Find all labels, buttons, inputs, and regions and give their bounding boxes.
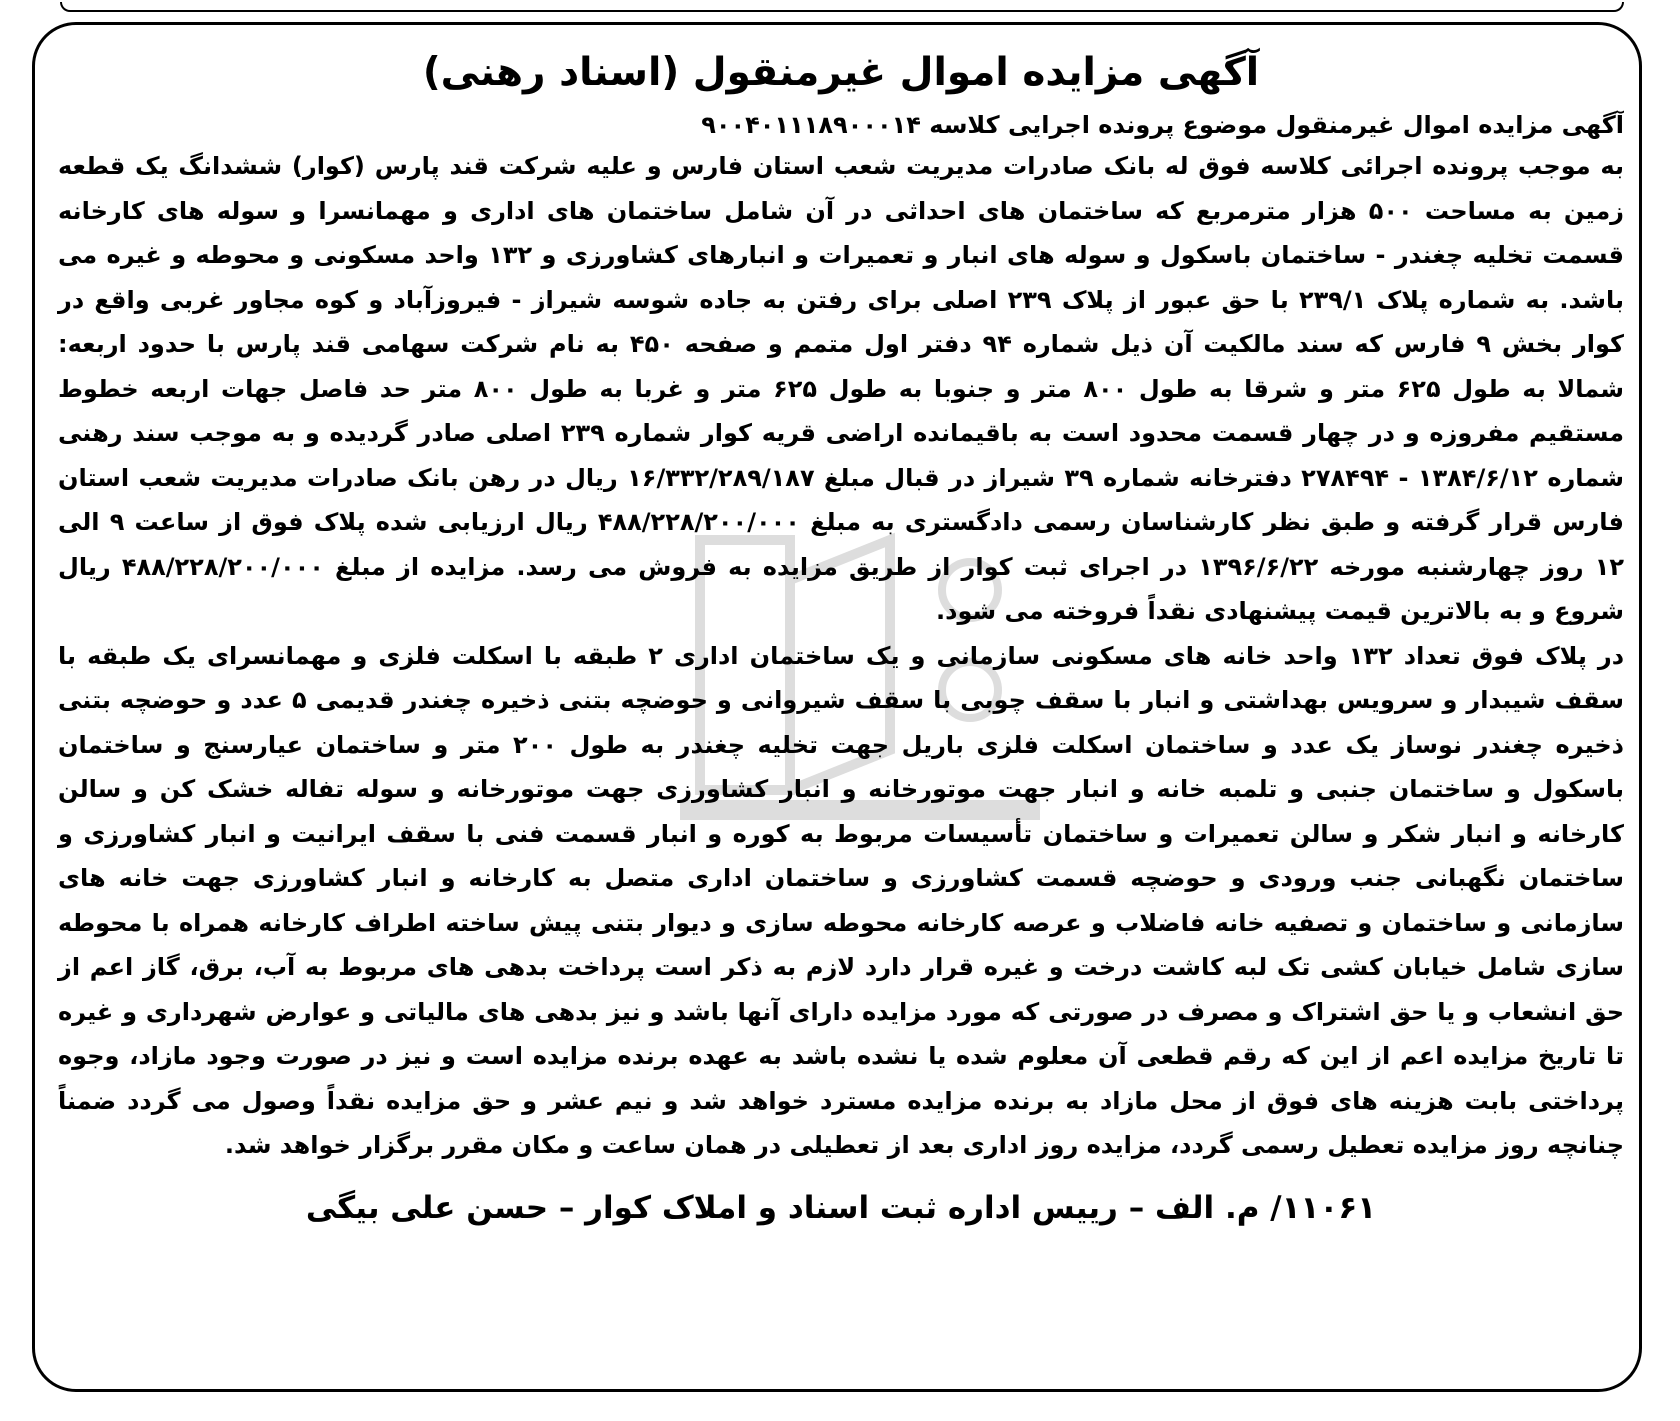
notice-body xyxy=(58,40,1624,1238)
notice-paragraph-1: به موجب پرونده اجرائی کلاسه فوق له بانک صادرات مدیریت شعب استان فارس و علیه شرکت قند پارس (کوار) ششدانگ یک قطعه زمین به مساحت ۵۰۰ هزار مترمربع که ساختمان های احداثی در آن شامل ساختمان های اداری و مهمانسرا و سوله های کارخانه قسمت تخلیه چغندر - ساختمان باسکول و سوله های انبار و تعمیرات و انبارهای کشاورزی و ۱۳۲ واحد مسکونی و محوطه و غیره می باشد. به شماره پلاک ۲۳۹/۱ با حق عبور از پلاک ۲۳۹ اصلی برای رفتن به جاده شوسه شیراز - فیروزآباد و کوه مجاور غربی واقع در کوار بخش ۹ فارس که سند مالکیت آن ذیل شماره ۹۴ دفتر اول متمم و صفحه ۴۵۰ به نام شرکت سهامی قند پارس با حدود اربعه: شمالا به طول ۶۲۵ متر و شرقا به طول ۸۰۰ متر و جنوبا به طول ۶۲۵ متر و غربا به طول ۸۰۰ متر حد فاصل جهات اربعه خطوط مستقیم مفروزه و در چهار قسمت محدود است به باقیمانده اراضی قریه کوار شماره ۲۳۹ اصلی صادر گردیده و به موجب سند رهنی شماره ۱۳۸۴/۶/۱۲ - ۲۷۸۴۹۴ دفترخانه شماره ۳۹ شیراز در قبال مبلغ ۱۶/۳۳۲/۲۸۹/۱۸۷ ریال در رهن بانک صادرات مدیریت شعب استان فارس قرار گرفته و طبق نظر کارشناسان رسمی دادگستری به مبلغ ۴۸۸/۲۲۸/۲۰۰/۰۰۰ ریال ارزیابی شده پلاک فوق از ساعت ۹ الی ۱۲ روز چهارشنبه مورخه ۱۳۹۶/۶/۲۲ در اجرای ثبت کوار از طریق مزایده به فروش می رسد. مزایده از مبلغ ۴۸۸/۲۲۸/۲۰۰/۰۰۰ ریال شروع و به بالاترین قیمت پیشنهادی نقداً فروخته می شود. xyxy=(58,152,1625,625)
top-border-rule xyxy=(60,2,1624,12)
notice-paragraph-2: در پلاک فوق تعداد ۱۳۲ واحد خانه های مسکونی سازمانی و یک ساختمان اداری ۲ طبقه با اسکلت فلزی و مهمانسرای یک طبقه با سقف شیبدار و سرویس بهداشتی و انبار با سقف چوبی با سقف شیروانی و حوضچه بتنی ذخیره چغندر قدیمی ۵ عدد و حوضچه بتنی ذخیره چغندر نوساز یک عدد و ساختمان اسکلت فلزی باریل جهت تخلیه چغندر به طول ۲۰۰ متر و ساختمان عیارسنج و ساختمان باسکول و ساختمان جنبی و تلمبه خانه و انبار جهت موتورخانه و انبار کشاورزی جهت موتورخانه و سوله تفاله خشک کن و سالن کارخانه و انبار شکر و سالن تعمیرات و ساختمان تأسیسات مربوط به کوره و انبار قسمت فنی با سقف ایرانیت و انبار کشاورزی و ساختمان نگهبانی جنب ورودی و حوضچه قسمت کشاورزی و ساختمان اداری متصل به کارخانه و انبار کشاورزی جهت خانه های سازمانی و ساختمان و تصفیه خانه فاضلاب و عرصه کارخانه محوطه سازی و دیوار بتنی پیش ساخته اطراف کارخانه همراه با محوطه سازی شامل خیابان کشی تک لبه کاشت درخت و غیره قرار دارد لازم به ذکر است پرداخت بدهی های مربوط به آب، برق، گاز اعم از حق انشعاب و یا حق اشتراک و مصرف در صورتی که مورد مزایده دارای آنها باشد و نیز بدهی های مالیاتی و عوارض شهرداری و غیره تا تاریخ مزایده اعم از این که رقم قطعی آن معلوم شده یا نشده باشد به عهده برنده مزایده است و نیز در صورت وجود مازاد، وجوه پرداختی بابت هزینه های فوق از محل مازاد به برنده مزایده مسترد خواهد شد و نیم عشر و حق مزایده نقداً وصول می گردد ضمناً چنانچه روز مزایده تعطیل رسمی گردد، مزایده روز اداری بعد از تعطیلی در همان ساعت و مکان مقرر برگزار خواهد شد. xyxy=(58,641,1625,1159)
notice-signature: ۱۱۰۶۱/ م. الف – رییس اداره ثبت اسناد و املاک کوار – حسن علی بیگی xyxy=(305,1189,1377,1226)
notice-title: آگهی مزایده اموال غیرمنقول (اسناد رهنی) xyxy=(422,50,1260,95)
notice-subtitle: آگهی مزایده اموال غیرمنقول موضوع پرونده اجرایی کلاسه ۹۰۰۴۰۱۱۱۸۹۰۰۰۱۴ xyxy=(701,111,1624,139)
